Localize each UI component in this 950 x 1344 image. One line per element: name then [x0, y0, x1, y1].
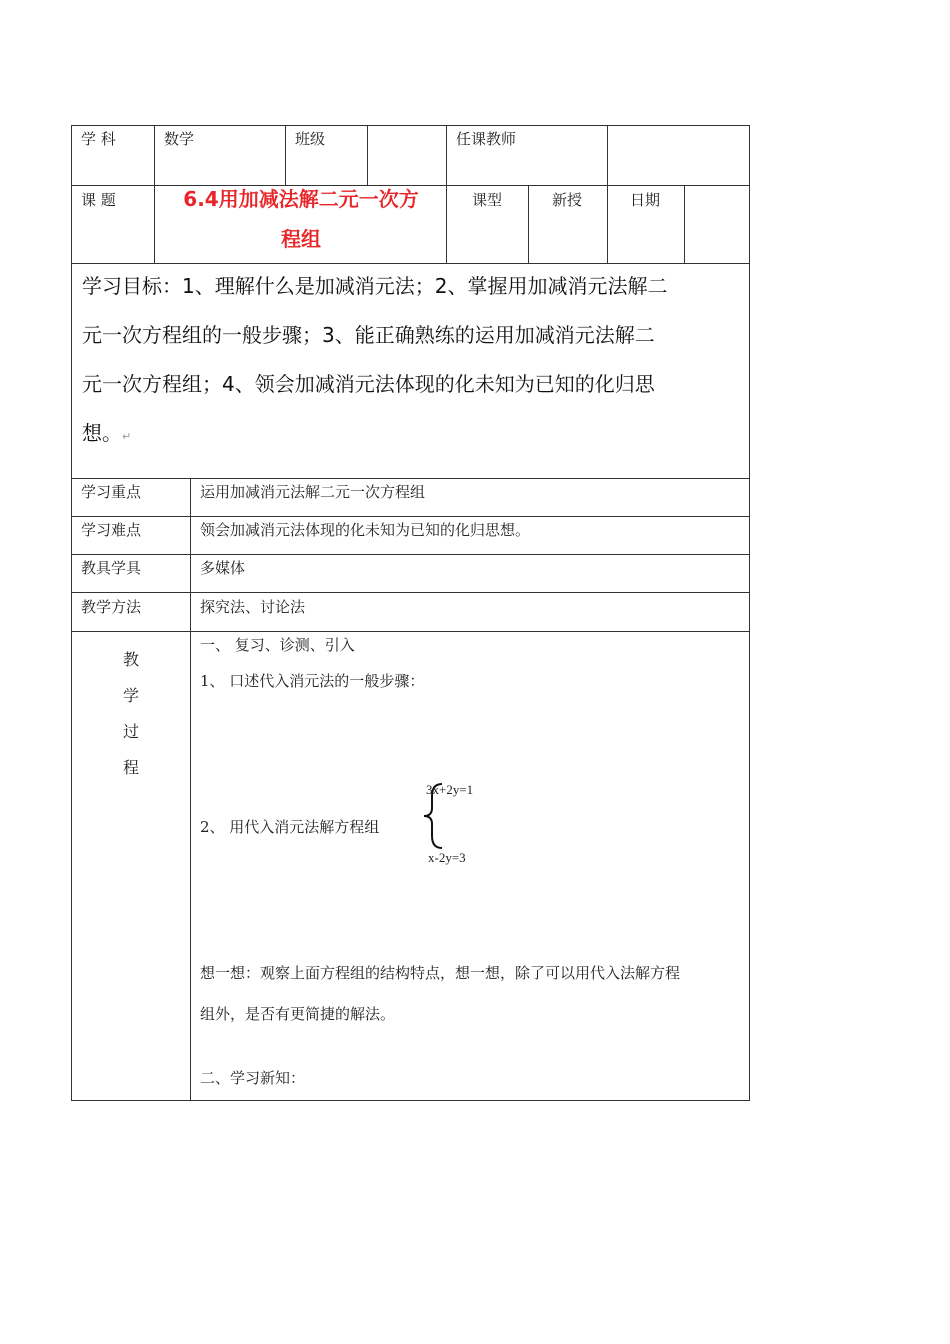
- subject-value: 数学: [164, 130, 195, 148]
- method-label: 教学方法: [81, 598, 142, 616]
- row-divider: [71, 554, 750, 555]
- item-solve-system: 2、 用代入消元法解方程组: [200, 818, 380, 836]
- equation-2: x-2y=3: [428, 850, 466, 865]
- date-label: 日期: [630, 191, 661, 209]
- type-label: 课型: [472, 191, 503, 209]
- col-divider: [446, 125, 447, 185]
- section-review: 一、 复习、诊测、引入: [200, 636, 355, 654]
- table-border-top: [71, 125, 750, 126]
- goals-line: [82, 409, 747, 461]
- col-divider: [154, 185, 155, 263]
- think-prompt-line2: 组外，是否有更简捷的解法。: [200, 1005, 396, 1023]
- think-prompt-line1: 想一想：观察上面方程组的结构特点，想一想，除了可以用代入法解方程: [200, 964, 681, 982]
- paragraph-mark: ↵: [122, 430, 132, 443]
- process-label-char: 教: [122, 650, 139, 669]
- topic-label: 课 题: [81, 191, 116, 209]
- table-border-left: [71, 125, 72, 1101]
- equation-1: 3x+2y=1: [426, 782, 474, 797]
- type-value: 新授: [552, 191, 583, 209]
- col-divider: [607, 185, 608, 263]
- class-label: 班级: [295, 130, 326, 148]
- goals-line-text: 想。: [82, 421, 122, 445]
- process-label-char: 过: [122, 722, 139, 741]
- table-border-right: [749, 125, 750, 1101]
- col-divider: [528, 185, 529, 263]
- row-divider: [71, 592, 750, 593]
- tools-value: 多媒体: [200, 559, 246, 577]
- difficulty-value: 领会加减消元法体现的化未知为已知的化归思想。: [200, 521, 531, 539]
- goals-line: 学习目标：1、理解什么是加减消元法；2、掌握用加减消元法解二: [82, 274, 668, 298]
- key-point-value: 运用加减消元法解二元一次方程组: [200, 483, 426, 501]
- col-divider: [190, 478, 191, 1100]
- tools-label: 教具学具: [81, 559, 142, 577]
- col-divider: [446, 185, 447, 263]
- col-divider: [607, 125, 608, 185]
- topic-title-line1: 6.4用加减法解二元一次方: [183, 187, 419, 211]
- row-divider: [71, 516, 750, 517]
- teacher-label: 任课教师: [456, 130, 517, 148]
- section-new-knowledge: 二、学习新知：: [200, 1069, 306, 1087]
- col-divider: [367, 125, 368, 185]
- row-divider: [71, 478, 750, 479]
- key-point-label: 学习重点: [81, 483, 142, 501]
- subject-label: 学 科: [81, 130, 116, 148]
- process-label-char: 程: [122, 758, 139, 777]
- process-label-char: 学: [122, 686, 139, 705]
- table-border-bottom: [71, 1100, 750, 1101]
- col-divider: [684, 185, 685, 263]
- col-divider: [285, 125, 286, 185]
- goals-line: 元一次方程组的一般步骤；3、能正确熟练的运用加减消元法解二: [82, 323, 655, 347]
- goals-line: 元一次方程组；4、领会加减消元法体现的化未知为已知的化归思: [82, 372, 655, 396]
- col-divider: [154, 125, 155, 185]
- difficulty-label: 学习难点: [81, 521, 142, 539]
- method-value: 探究法、讨论法: [200, 598, 306, 616]
- row-divider: [71, 631, 750, 632]
- process-label: [118, 642, 144, 786]
- item-recite-steps: 1、 口述代入消元法的一般步骤：: [200, 672, 425, 690]
- topic-title-line2: 程组: [281, 227, 321, 251]
- learning-goals: [82, 262, 747, 461]
